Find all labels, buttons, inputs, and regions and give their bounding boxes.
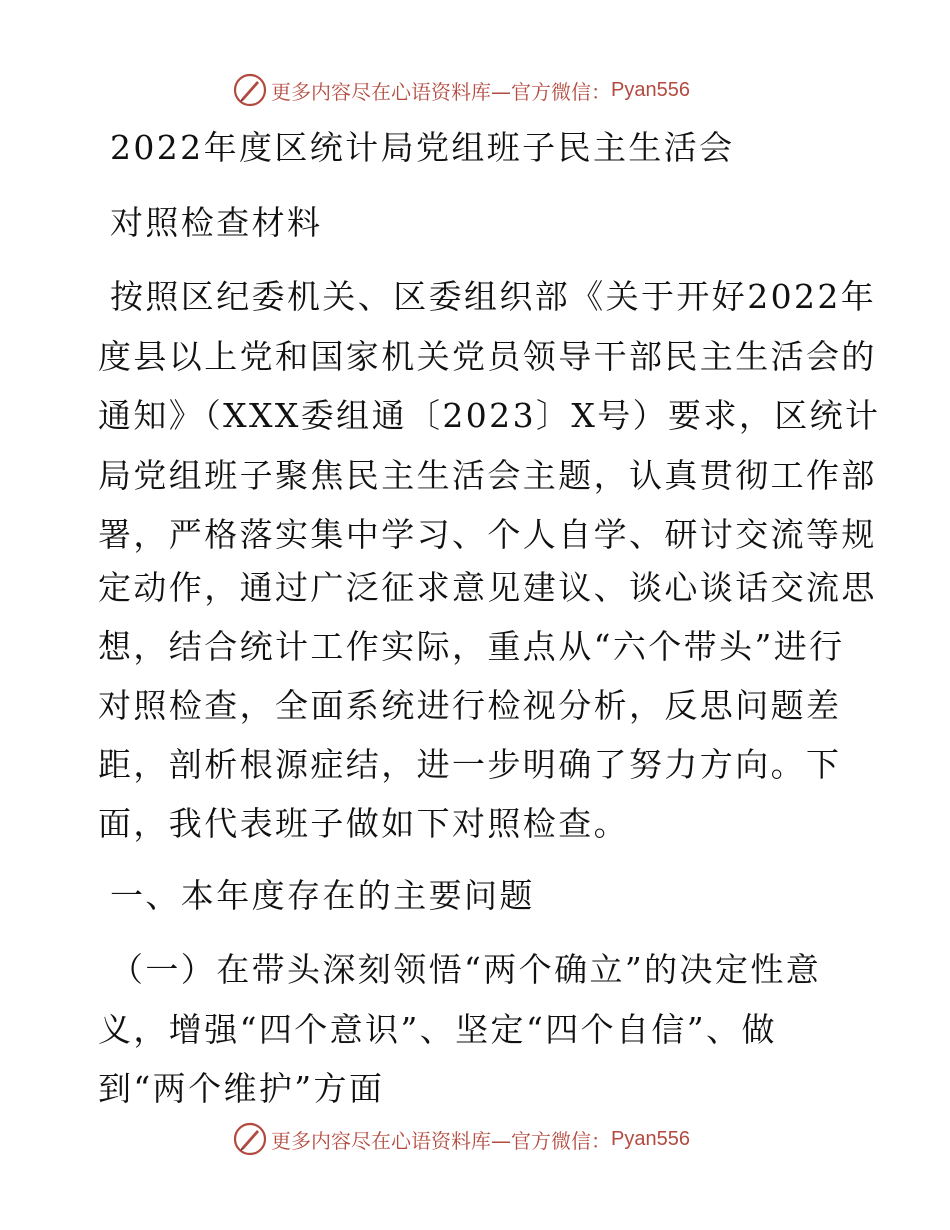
intro-line: 局党组班子聚焦民主生活会主题，认真贯彻工作部 xyxy=(98,456,877,495)
intro-line: 距，剖析根源症结，进一步明确了努力方向。下 xyxy=(98,745,842,784)
intro-line: 通知》（XXX委组通〔2023〕X号）要求，区统计 xyxy=(98,396,881,435)
intro-line: 面，我代表班子做如下对照检查。 xyxy=(98,804,629,843)
watermark-account: Pyan556 xyxy=(611,78,690,101)
section-heading: 一、本年度存在的主要问题 xyxy=(110,876,535,915)
watermark-text: 更多内容尽在心语资料库—官方微信： xyxy=(271,1128,611,1153)
watermark-account: Pyan556 xyxy=(611,1127,690,1150)
intro-line: 对照检查，全面系统进行检视分析，反思问题差 xyxy=(98,686,842,725)
watermark-text: 更多内容尽在心语资料库—官方微信： xyxy=(271,79,611,104)
document-subtitle: 对照检查材料 xyxy=(110,203,323,242)
watermark-bottom xyxy=(233,1120,690,1158)
intro-line: 度县以上党和国家机关党员领导干部民主生活会的 xyxy=(98,337,877,376)
intro-line: 想，结合统计工作实际，重点从“六个带头”进行 xyxy=(98,627,845,666)
intro-line: 署，严格落实集中学习、个人自学、研讨交流等规 xyxy=(98,515,877,554)
subsection-line: 义，增强“四个意识”、坚定“四个自信”、做 xyxy=(98,1010,777,1049)
subsection-line: （一）在带头深刻领悟“两个确立”的决定性意 xyxy=(110,950,822,989)
intro-line: 按照区纪委机关、区委组织部《关于开好2022年 xyxy=(110,277,877,316)
quill-pen-icon xyxy=(233,1122,267,1156)
intro-line: 定动作，通过广泛征求意见建议、谈心谈话交流思 xyxy=(98,568,877,607)
subsection-line: 到“两个维护”方面 xyxy=(98,1069,385,1108)
document-title: 2022年度区统计局党组班子民主生活会 xyxy=(110,128,735,167)
